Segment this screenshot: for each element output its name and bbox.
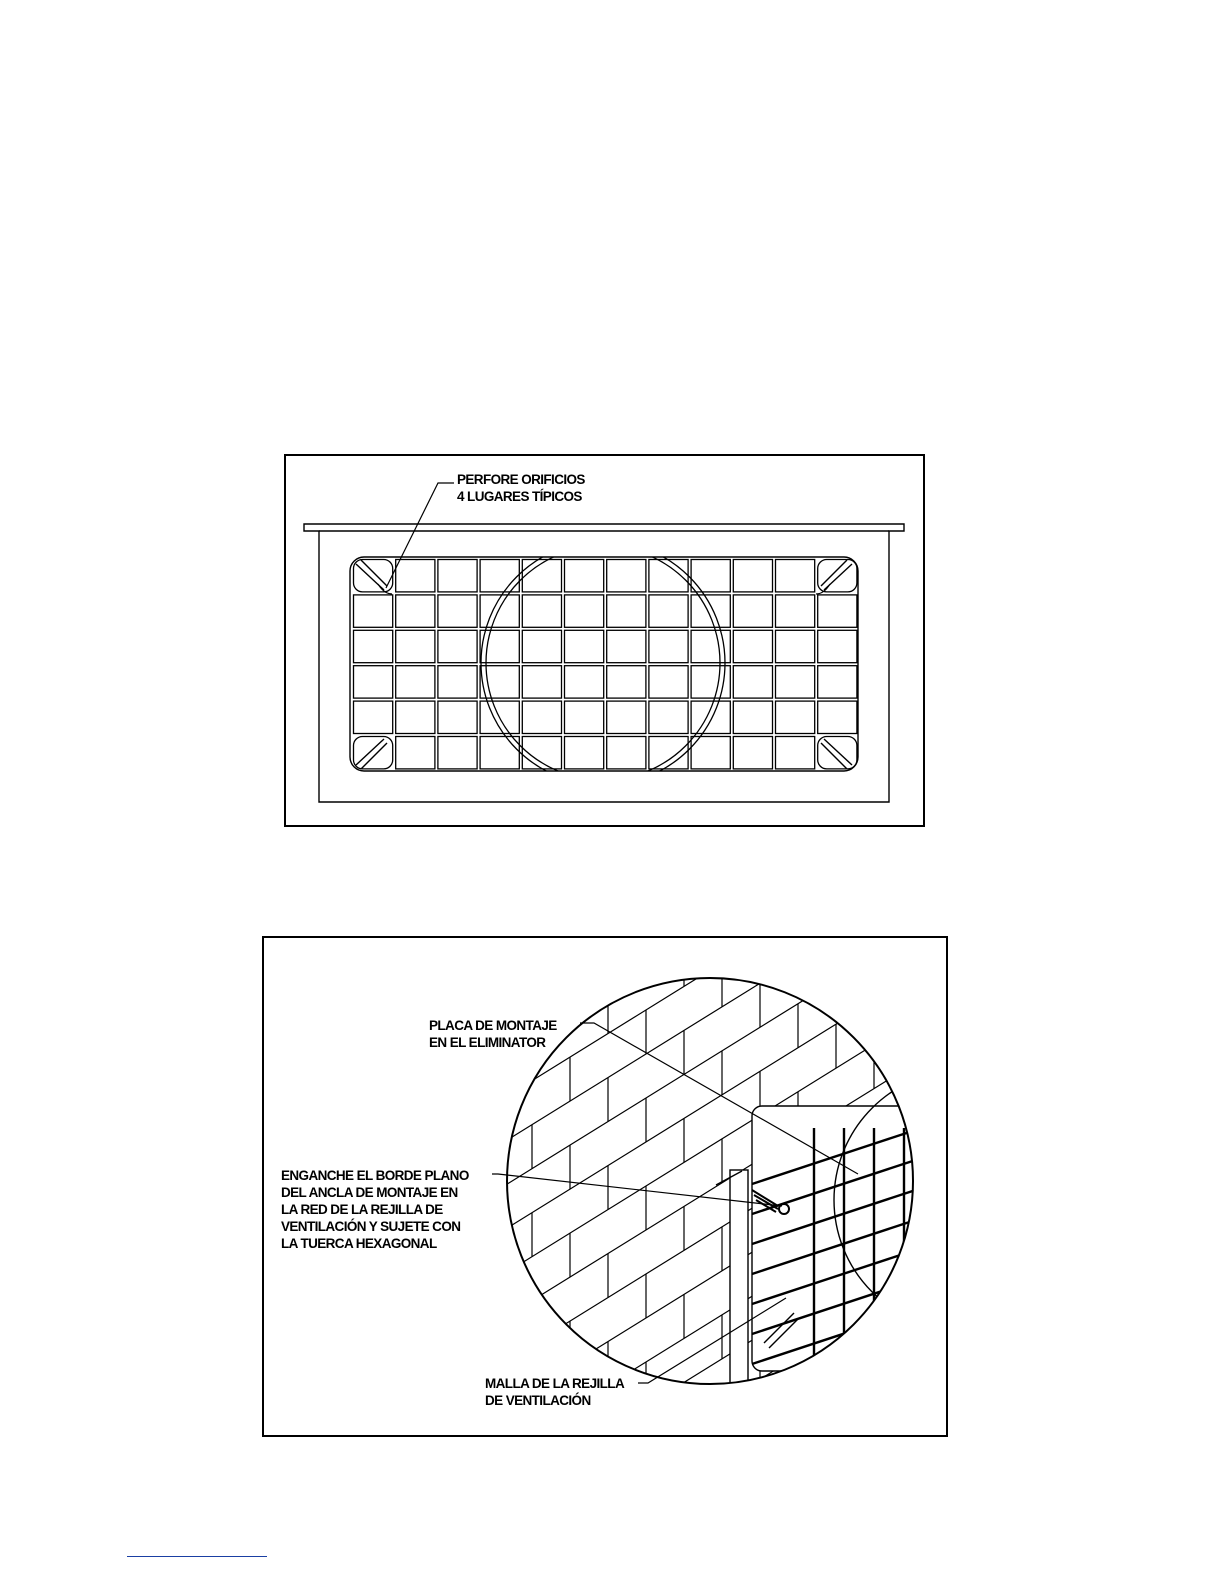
grille-cell <box>733 737 772 769</box>
grille-cell <box>354 737 393 769</box>
grille-cell <box>480 560 519 592</box>
grille-cell <box>691 560 730 592</box>
grille-cell <box>733 595 772 627</box>
grille-cell <box>818 701 857 733</box>
grille-cell <box>649 701 688 733</box>
grille-cell <box>354 630 393 662</box>
callout-line: DE VENTILACIÓN <box>485 1393 591 1408</box>
grille-cell <box>522 666 561 698</box>
callout-line: ENGANCHE EL BORDE PLANO <box>281 1168 469 1183</box>
grille-cell <box>522 701 561 733</box>
grille-cell <box>691 666 730 698</box>
grille-cell <box>480 737 519 769</box>
mounting-anchor-plate <box>730 1170 748 1390</box>
grille-cell <box>565 701 604 733</box>
grille-cell <box>776 666 815 698</box>
grille-cell <box>607 666 646 698</box>
callout-line: LA TUERCA HEXAGONAL <box>281 1236 437 1251</box>
grille-cell <box>733 630 772 662</box>
grille-cell <box>480 595 519 627</box>
callout-line: EN EL ELIMINATOR <box>429 1035 546 1050</box>
grille-cell <box>522 630 561 662</box>
grille-cell <box>522 560 561 592</box>
grille-cell <box>438 630 477 662</box>
grille-cell <box>354 666 393 698</box>
grille-cell <box>776 560 815 592</box>
grille-cell <box>396 701 435 733</box>
grille-cell <box>733 666 772 698</box>
grille-cell <box>607 560 646 592</box>
grille-cell <box>607 737 646 769</box>
grille-cell <box>776 701 815 733</box>
bottom-figure-panel <box>262 936 948 1437</box>
grille-cell <box>649 630 688 662</box>
grille-cell <box>776 630 815 662</box>
callout-line: LA RED DE LA REJILLA DE <box>281 1202 443 1217</box>
grille-cell <box>733 560 772 592</box>
grille-cell <box>438 701 477 733</box>
grille-cell <box>396 630 435 662</box>
vent-grille-front-view <box>286 456 927 829</box>
grille-cell <box>691 595 730 627</box>
grille-cell <box>354 595 393 627</box>
top-figure-panel <box>284 454 925 827</box>
grille-cell <box>565 560 604 592</box>
grille-cell <box>438 737 477 769</box>
grille-cell <box>733 701 772 733</box>
grille-cell <box>649 595 688 627</box>
grille-cell <box>565 595 604 627</box>
grille-cell <box>691 701 730 733</box>
callout-line: DEL ANCLA DE MONTAJE EN <box>281 1185 458 1200</box>
callout-line: PERFORE ORIFICIOS <box>457 472 585 487</box>
grille-cell <box>438 560 477 592</box>
callout-line: 4 LUGARES TÍPICOS <box>457 489 582 504</box>
footer-rule <box>127 1556 267 1557</box>
callout-line: VENTILACIÓN Y SUJETE CON <box>281 1219 461 1234</box>
grille-cell <box>649 666 688 698</box>
grille-cell <box>818 630 857 662</box>
grille-cell <box>776 595 815 627</box>
grille-grid <box>354 560 857 769</box>
grille-cell <box>396 737 435 769</box>
grille-cell <box>691 630 730 662</box>
callout-mounting-anchor <box>281 1167 469 1252</box>
grille-cell <box>396 560 435 592</box>
grille-cell <box>354 701 393 733</box>
grille-cell <box>480 701 519 733</box>
grille-panel <box>752 1106 950 1371</box>
grille-cell <box>565 630 604 662</box>
grille-cell <box>649 560 688 592</box>
callout-line: PLACA DE MONTAJE <box>429 1018 557 1033</box>
grille-cell <box>396 666 435 698</box>
grille-cell <box>818 595 857 627</box>
grille-cell <box>480 666 519 698</box>
brick-mortar-line <box>484 938 944 1022</box>
grille-cell <box>607 701 646 733</box>
callout-line: MALLA DE LA REJILLA <box>485 1376 625 1391</box>
callout-mounting-plate <box>429 1017 557 1051</box>
grille-cell <box>649 737 688 769</box>
brick-mortar-line <box>484 938 944 978</box>
grille-cell <box>522 737 561 769</box>
grille-cell <box>565 666 604 698</box>
grille-cell <box>607 630 646 662</box>
grille-cell <box>565 737 604 769</box>
grille-cell <box>522 595 561 627</box>
grille-cell <box>480 630 519 662</box>
grille-cell <box>691 737 730 769</box>
callout-drill-holes <box>457 471 585 505</box>
grille-cell <box>776 737 815 769</box>
grille-cell <box>438 666 477 698</box>
grille-cell <box>396 595 435 627</box>
callout-grille-mesh <box>485 1375 624 1409</box>
grille-cell <box>438 595 477 627</box>
grille-cell <box>818 666 857 698</box>
grille-cell <box>607 595 646 627</box>
